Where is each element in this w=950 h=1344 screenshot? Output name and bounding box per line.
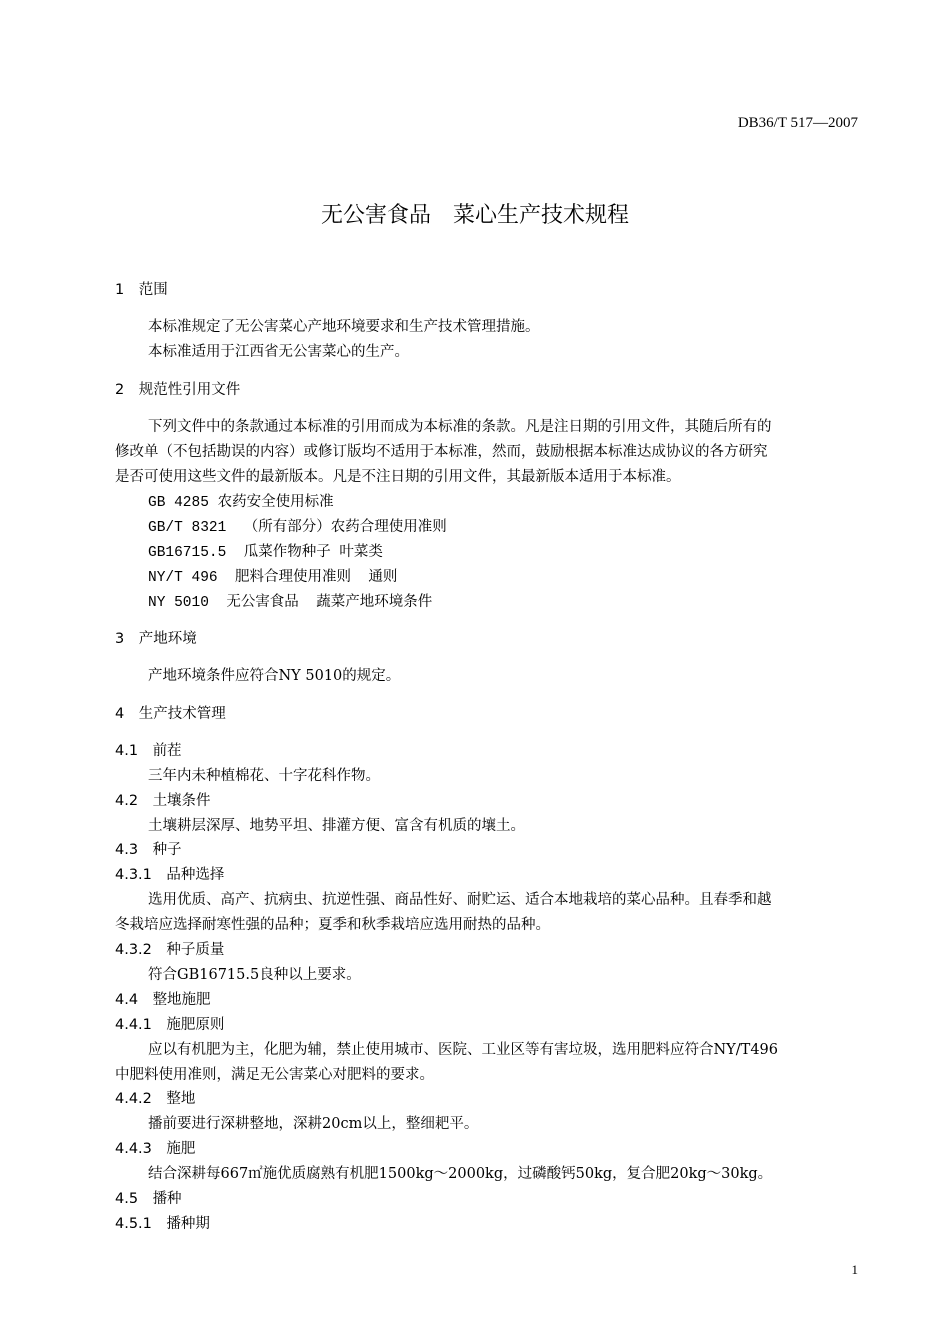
s4-1-paragraph: 三年内未种植棉花、十字花科作物。 [148,768,380,784]
section-1-heading: 1 范围 [115,282,168,298]
section-4-1-heading: 4.1 前茬 [115,743,182,759]
section-4-3-1-heading: 4.3.1 品种选择 [115,867,225,883]
s3-paragraph: 产地环境条件应符合NY 5010的规定。 [148,668,401,684]
reference-item: GB 4285 农药安全使用标准 [148,495,334,511]
section-4-5-1-heading: 4.5.1 播种期 [115,1216,210,1232]
s4-3-1-paragraph-line-2: 冬栽培应选择耐寒性强的品种；夏季和秋季栽培应选用耐热的品种。 [115,917,550,933]
s2-paragraph-line-2: 修改单（不包括勘误的内容）或修订版均不适用于本标准，然而，鼓励根据本标准达成协议的各方研究 [115,444,768,460]
s2-paragraph-line-3: 是否可使用这些文件的最新版本。凡是不注日期的引用文件，其最新版本适用于本标准。 [115,469,681,485]
section-2-heading: 2 规范性引用文件 [115,382,241,398]
section-3-heading: 3 产地环境 [115,631,197,647]
section-4-heading: 4 生产技术管理 [115,706,226,722]
s4-4-3-paragraph: 结合深耕每667㎡施优质腐熟有机肥1500kg～2000kg，过磷酸钙50kg，复合肥20kg～30kg。 [148,1166,773,1182]
section-4-3-2-heading: 4.3.2 种子质量 [115,942,225,958]
s4-4-1-paragraph-line-1: 应以有机肥为主，化肥为辅，禁止使用城市、医院、工业区等有害垃圾，选用肥料应符合NY/T496 [148,1042,778,1058]
s1-paragraph-2: 本标准适用于江西省无公害菜心的生产。 [148,344,409,360]
page-number: 1 [851,1262,858,1277]
section-4-4-3-heading: 4.4.3 施肥 [115,1141,196,1157]
standard-code: DB36/T 517—2007 [737,115,858,131]
section-4-4-1-heading: 4.4.1 施肥原则 [115,1017,225,1033]
document-title: 无公害食品 菜心生产技术规程 [320,203,629,228]
reference-item: NY/T 496 肥料合理使用准则 通则 [148,570,398,586]
reference-item: NY 5010 无公害食品 蔬菜产地环境条件 [148,595,433,611]
s4-3-1-paragraph-line-1: 选用优质、高产、抗病虫、抗逆性强、商品性好、耐贮运、适合本地栽培的菜心品种。且春季和越 [148,892,772,908]
s2-paragraph-line-1: 下列文件中的条款通过本标准的引用而成为本标准的条款。凡是注日期的引用文件，其随后所有的 [148,419,772,435]
s4-4-2-paragraph: 播前要进行深耕整地，深耕20cm以上，整细耙平。 [148,1116,479,1132]
section-4-3-heading: 4.3 种子 [115,842,182,858]
section-4-5-heading: 4.5 播种 [115,1191,182,1207]
section-4-4-2-heading: 4.4.2 整地 [115,1091,196,1107]
s4-2-paragraph: 土壤耕层深厚、地势平坦、排灌方便、富含有机质的壤土。 [148,818,525,834]
reference-item: GB/T 8321 （所有部分）农药合理使用准则 [148,520,447,536]
section-4-4-heading: 4.4 整地施肥 [115,992,211,1008]
s4-4-1-paragraph-line-2: 中肥料使用准则，满足无公害菜心对肥料的要求。 [115,1067,434,1083]
section-4-2-heading: 4.2 土壤条件 [115,793,211,809]
s1-paragraph-1: 本标准规定了无公害菜心产地环境要求和生产技术管理措施。 [148,319,540,335]
reference-item: GB16715.5 瓜菜作物种子 叶菜类 [148,545,383,561]
s4-3-2-paragraph: 符合GB16715.5良种以上要求。 [148,967,361,983]
